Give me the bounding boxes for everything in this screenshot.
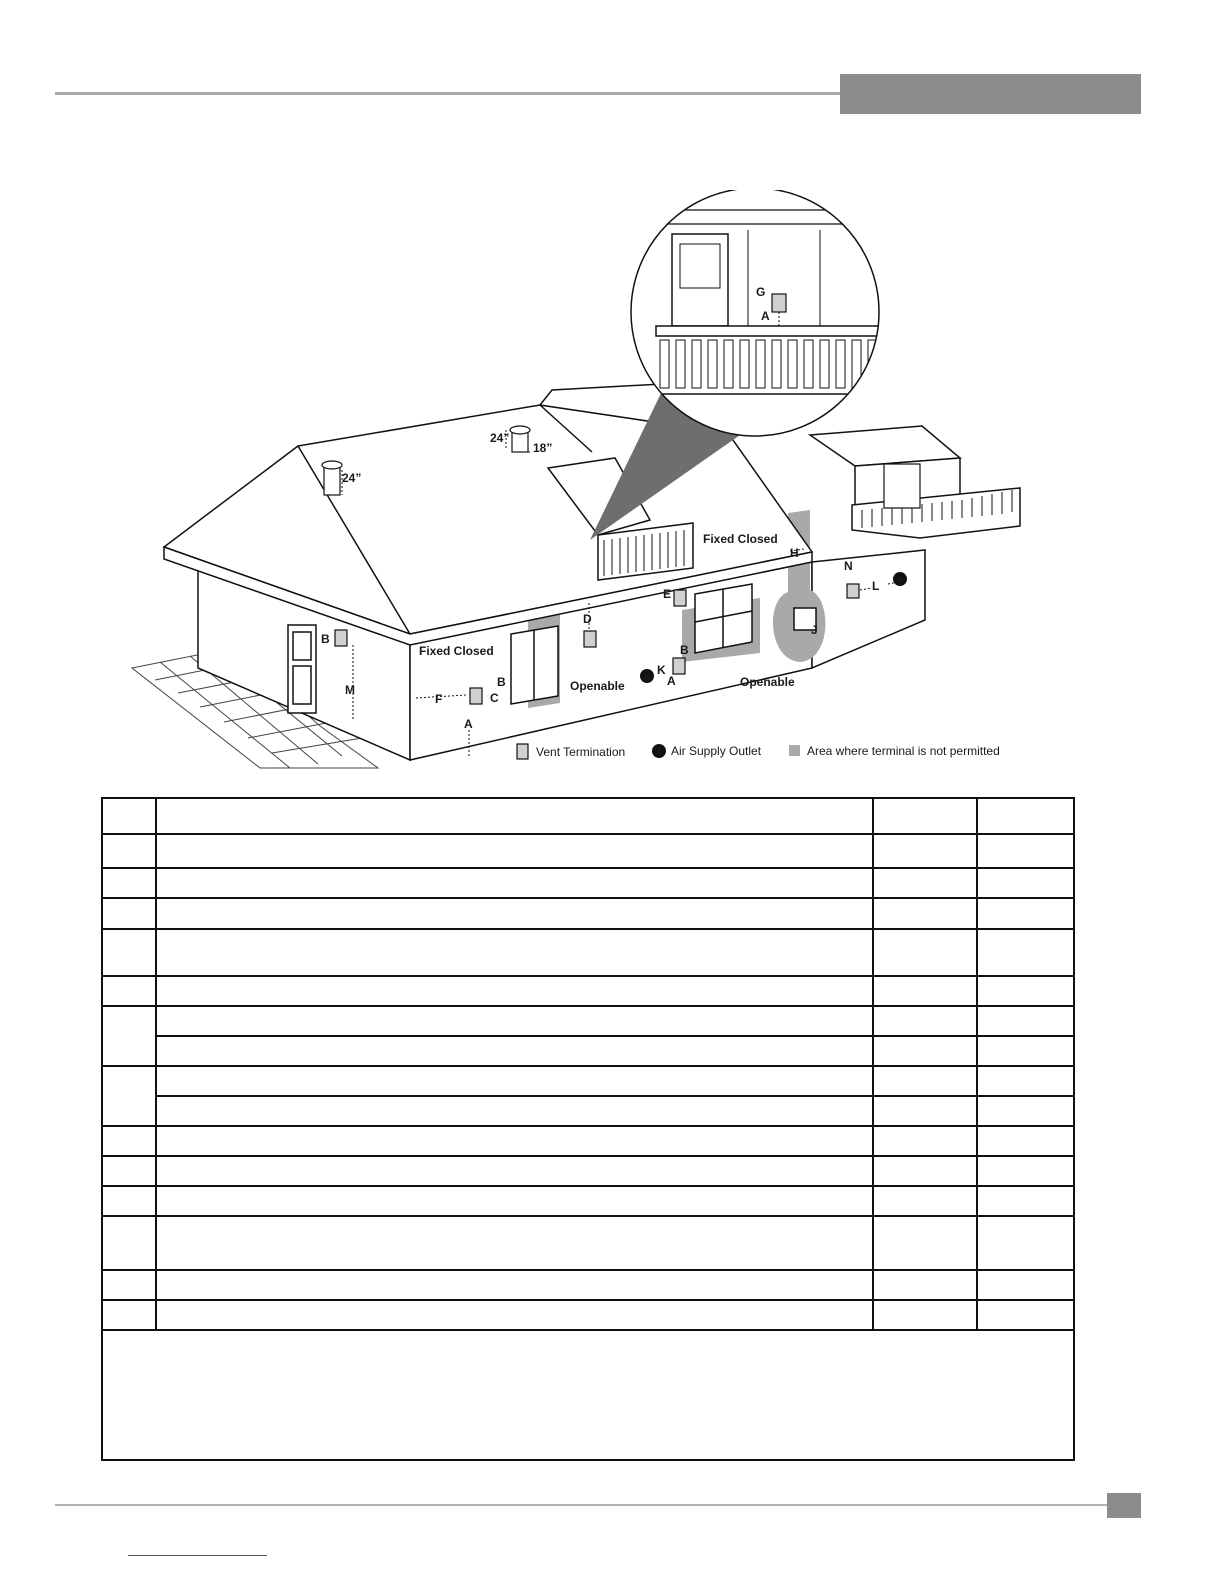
dim-24-left: 24” — [342, 471, 362, 485]
dim-18-ridge: 18” — [533, 441, 553, 455]
letter-h: H — [790, 546, 799, 560]
inset-vent-termination — [772, 294, 786, 312]
footer-link-underline — [128, 1555, 267, 1556]
letter-a-ground: A — [464, 717, 473, 731]
table-row — [102, 1006, 1074, 1036]
table-row — [102, 1126, 1074, 1156]
legend — [517, 744, 1000, 759]
table-header-row — [102, 798, 1074, 834]
dim-24-ridge: 24” — [490, 431, 510, 445]
legend-air-supply-label: Air Supply Outlet — [671, 744, 762, 758]
letter-a-right: A — [667, 674, 676, 688]
table-row — [102, 898, 1074, 929]
table-notes-row — [102, 1330, 1074, 1460]
table-row — [102, 976, 1074, 1006]
legend-air-supply-marker: A — [655, 747, 663, 757]
table-row — [102, 1186, 1074, 1216]
label-fixed-closed-left: Fixed Closed — [419, 644, 494, 658]
footer-page-tab — [1107, 1493, 1141, 1518]
letter-b-window: B — [497, 675, 506, 689]
letter-m: M — [345, 683, 355, 697]
label-openable-left: Openable — [570, 679, 625, 693]
vent-termination-right-window — [673, 658, 685, 674]
letter-k: K — [657, 663, 666, 677]
vent-termination-e — [674, 590, 686, 606]
table-row — [102, 1036, 1074, 1066]
footer-rule — [55, 1504, 1107, 1506]
legend-not-permitted-swatch — [789, 745, 800, 756]
label-openable-right: Openable — [740, 675, 795, 689]
legend-vent-termination-icon — [517, 744, 528, 759]
table-row — [102, 868, 1074, 898]
letter-e: E — [663, 587, 672, 601]
letter-b-door: B — [321, 632, 330, 646]
vent-termination-door — [335, 630, 347, 646]
legend-vent-termination-label: Vent Termination — [536, 745, 626, 759]
letter-f: F — [435, 692, 443, 706]
clearance-table — [101, 797, 1075, 1461]
letter-a-inset: A — [761, 309, 770, 323]
right-balcony-door — [884, 464, 920, 508]
vent-termination-clearance-illustration — [120, 190, 1040, 780]
table-row — [102, 1300, 1074, 1330]
letter-l: L — [872, 579, 880, 593]
letter-n: N — [844, 559, 853, 573]
letter-g-inset: G — [756, 285, 766, 299]
vent-termination-mid — [584, 631, 596, 647]
table-row — [102, 834, 1074, 868]
table-row — [102, 1066, 1074, 1096]
vent-termination-n — [847, 584, 859, 598]
legend-not-permitted-label: Area where terminal is not permitted — [807, 744, 1000, 758]
table-row — [102, 1156, 1074, 1186]
letter-c: C — [490, 691, 499, 705]
letter-d: D — [583, 612, 592, 626]
letter-j: J — [811, 623, 818, 637]
label-fixed-closed-right: Fixed Closed — [703, 532, 778, 546]
header-tab — [840, 74, 1141, 114]
air-supply-outlet-right-letter: A — [896, 575, 904, 585]
table-row — [102, 1270, 1074, 1300]
letter-b-right: B — [680, 643, 689, 657]
table-row — [102, 929, 1074, 976]
air-supply-outlet-left-letter: A — [643, 672, 651, 682]
table-row — [102, 1096, 1074, 1126]
table-row — [102, 1216, 1074, 1270]
vent-termination-left-window — [470, 688, 482, 704]
header-rule — [55, 92, 841, 95]
